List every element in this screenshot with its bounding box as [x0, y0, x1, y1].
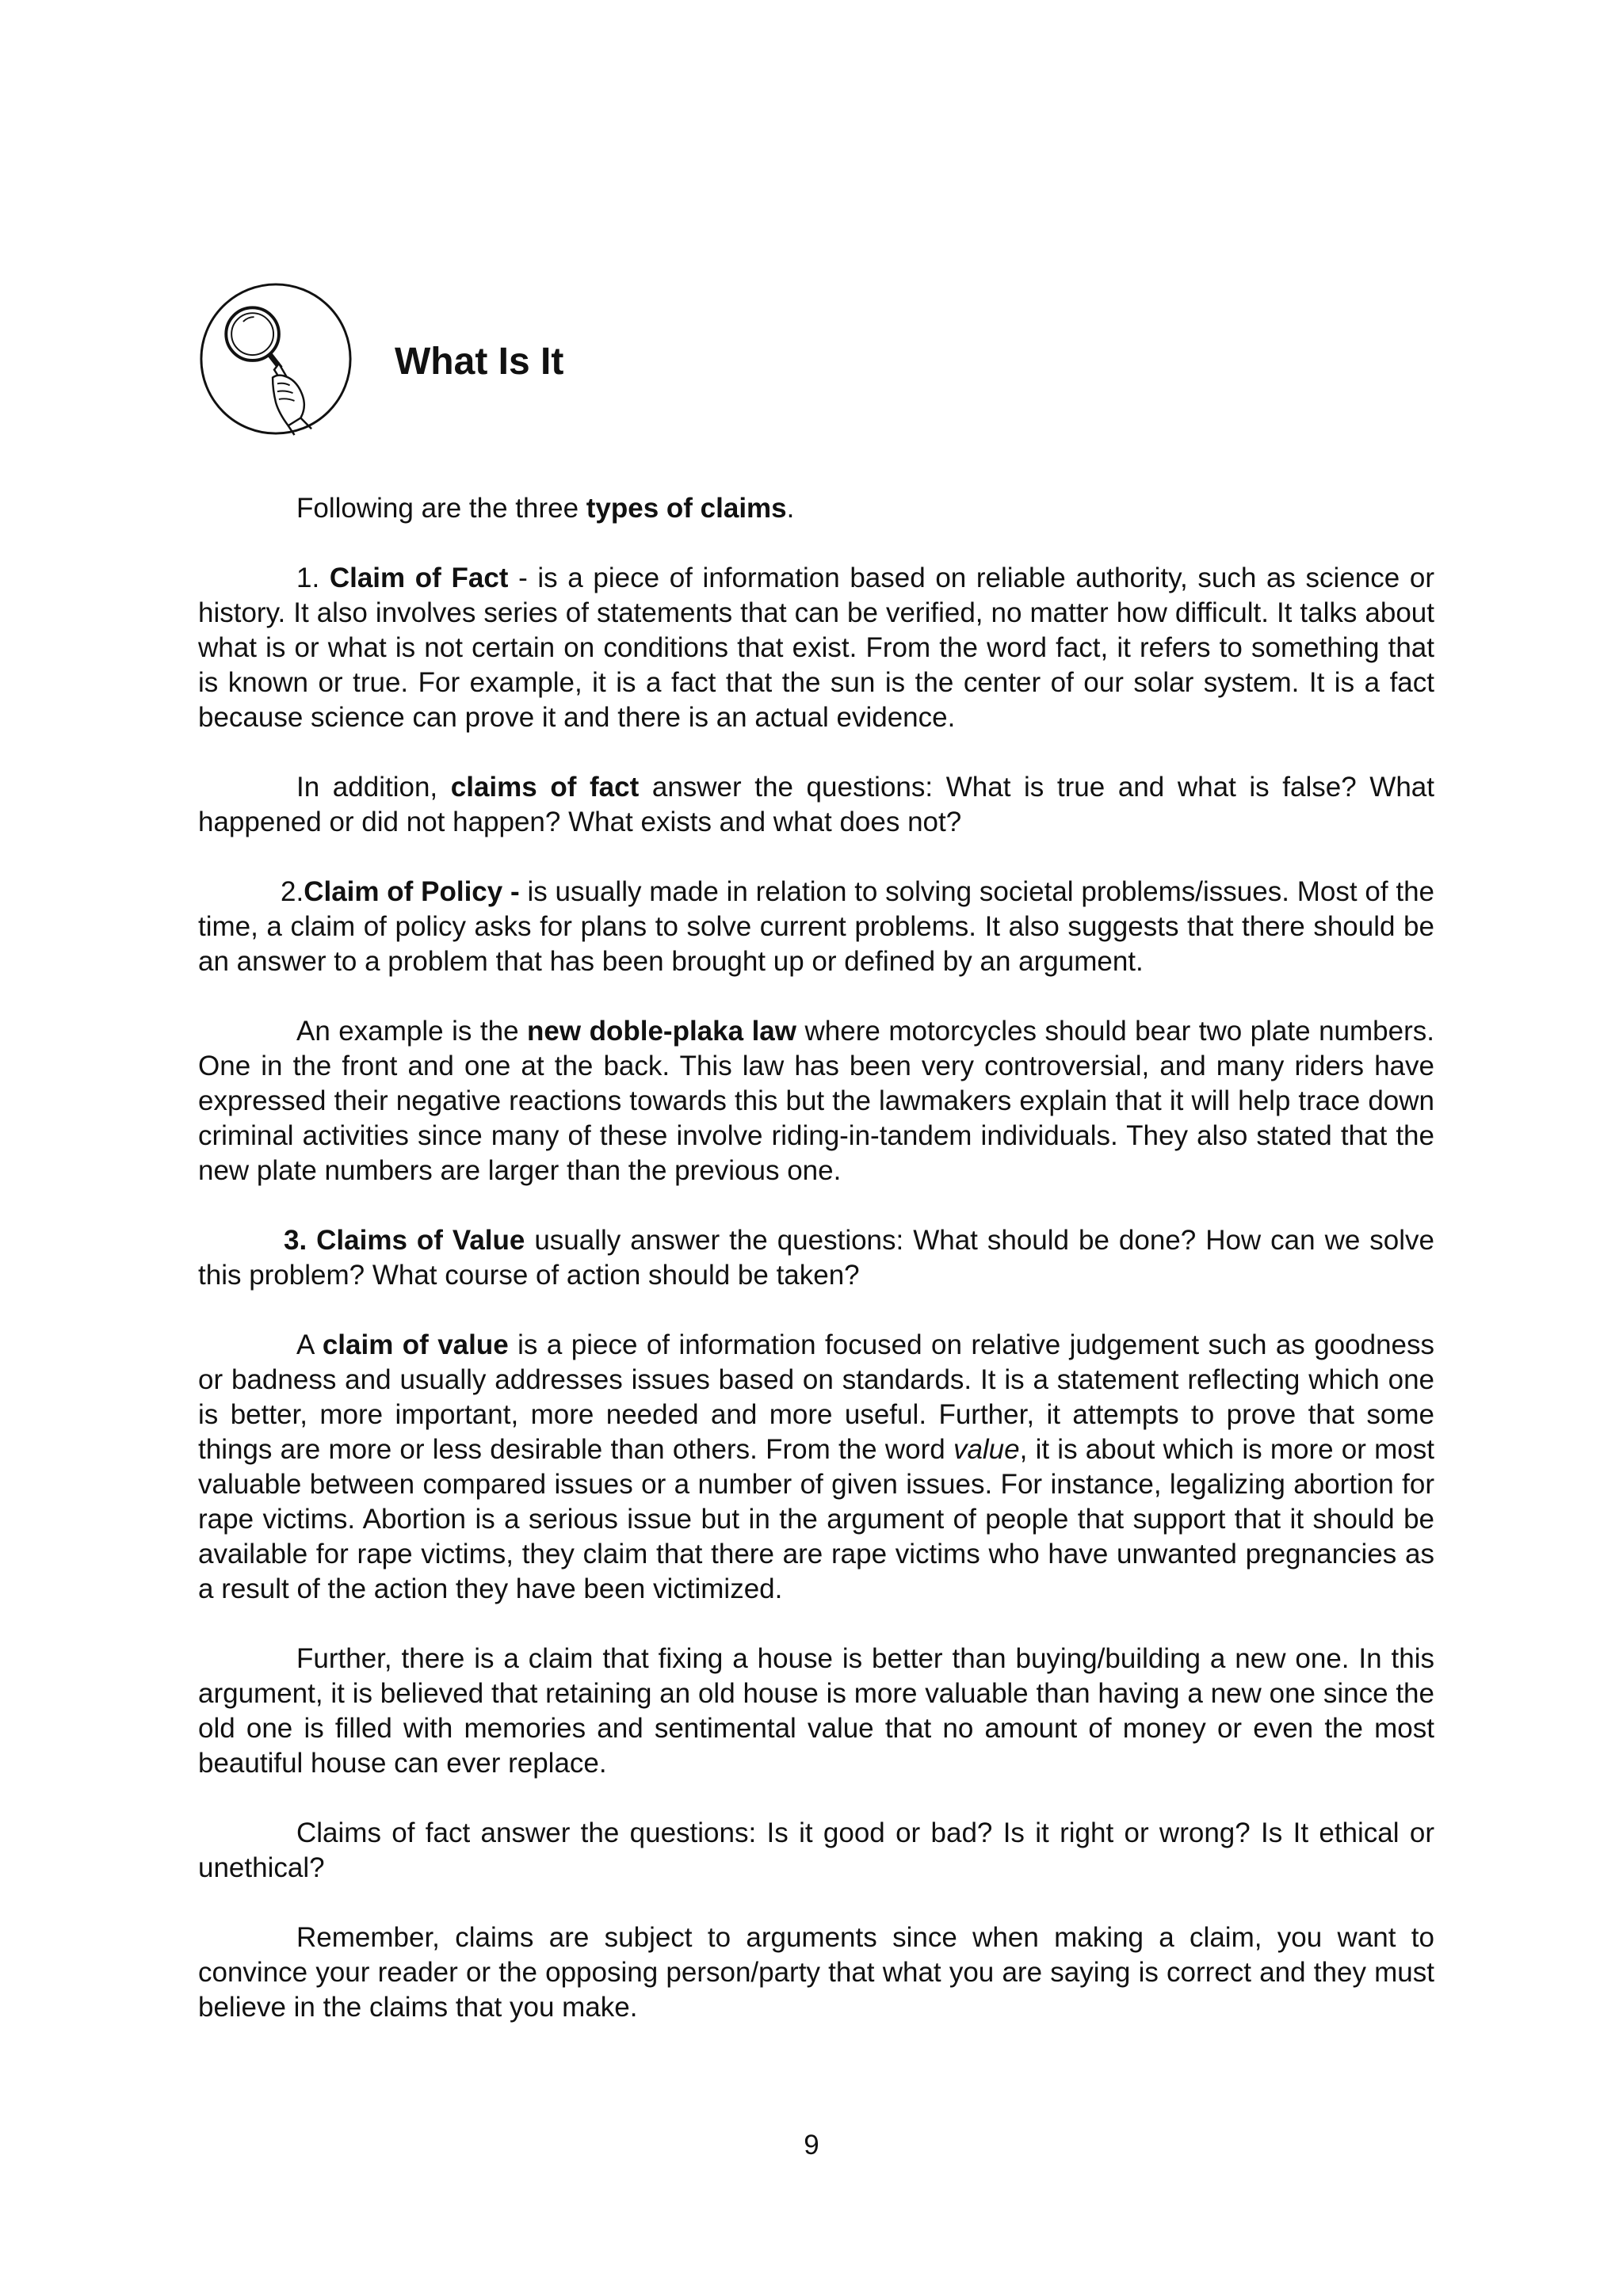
claims-of-value-paragraph: 3. Claims of Value usually answer the questions: What should be done? How can we solve this problem? What course of action should be taken? — [198, 1225, 1434, 1291]
intro-paragraph: Following are the three types of claims. — [296, 493, 795, 524]
claim-of-policy-paragraph: 2.Claim of Policy - is usually made in relation to solving societal problems/issues. Most of the time, a claim of policy asks for plans to solve current problems. It also suggests that there should be an answer to a problem that has been brought up or defined by an argument. — [198, 876, 1434, 977]
remember-paragraph: Remember, claims are subject to arguments since when making a claim, you want to convince your reader or the opposing person/party that what you are saying is correct and they must believe in the claims that you make. — [198, 1922, 1434, 2023]
value-questions-paragraph: Claims of fact answer the questions: Is it good or bad? Is it right or wrong? Is It ethical or unethical? — [198, 1817, 1434, 1883]
page-title: What Is It — [395, 341, 564, 383]
claim-of-policy-example-paragraph: An example is the new doble-plaka law where motorcycles should bear two plate numbers. One in the front and one at the back. This law has been very controversial, and many riders have expressed their negative reactions towards this but the lawmakers explain that it will help trace down criminal activities since many of these involve riding-in-tandem individuals. They also stated that the new plate numbers are larger than the previous one. — [198, 1016, 1434, 1186]
claim-of-fact-addition-paragraph: In addition, claims of fact answer the questions: What is true and what is false? What happened or did not happen? What exists and what does not? — [198, 772, 1434, 837]
claim-of-value-definition-paragraph: A claim of value is a piece of information focused on relative judgement such as goodness or badness and usually addresses issues based on standards. It is a statement reflecting which one is better, more important, more needed and more useful. Further, it attempts to prove that some things are more or less desirable than others. From the word value, it is about which is more or most valuable between compared issues or a number of given issues. For instance, legalizing abortion for rape victims. Abortion is a serious issue but in the argument of people that support that it should be available for rape victims, they claim that there are rape victims who have unwanted pregnancies as a result of the action they have been victimized. — [198, 1329, 1435, 1604]
house-example-paragraph: Further, there is a claim that fixing a house is better than buying/building a new one. In this argument, it is believed that retaining an old house is more valuable than having a new one since the old one is filled with memories and sentimental value that no amount of money or even the most beautiful house can ever replace. — [198, 1643, 1434, 1779]
page-number: 9 — [804, 2130, 819, 2161]
document-body — [198, 491, 1434, 2025]
magnifying-glass-hand-icon — [198, 281, 353, 437]
claim-of-fact-paragraph: 1. Claim of Fact - is a piece of information based on reliable authority, such as science or history. It also involves series of statements that can be verified, no matter how difficult. It talks about what is or what is not certain on conditions that exist. From the word fact, it refers to something that is known or true. For example, it is a fact that the sun is the center of our solar system. It is a fact because science can prove it and there is an actual evidence. — [198, 563, 1434, 733]
